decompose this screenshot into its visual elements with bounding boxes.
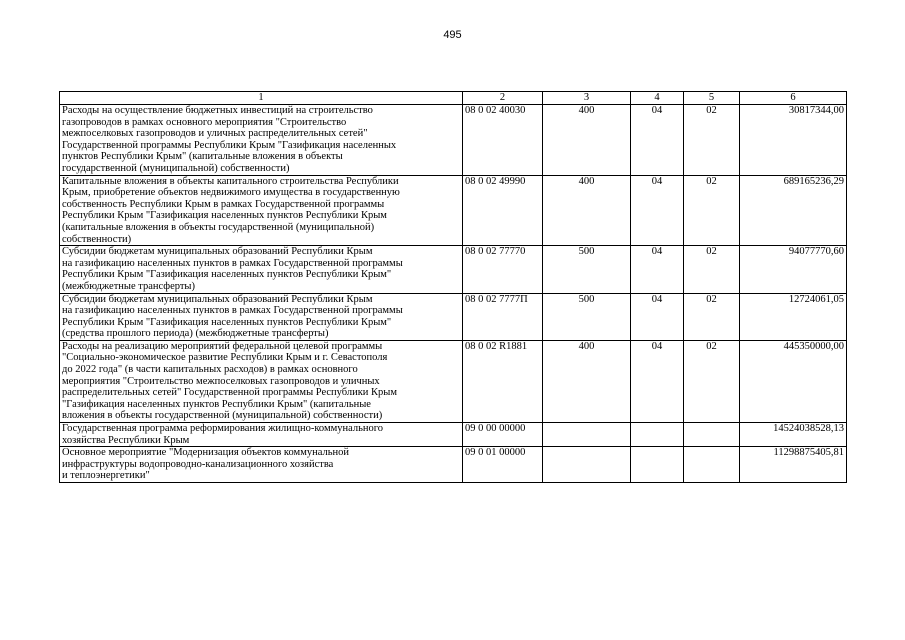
expense-type-cell: 500 [543, 293, 631, 340]
description-cell: Капитальные вложения в объекты капитального строительства Республики Крым, приобретение объектов недвижимого имущества в государственную собственность Республики Крым в рамках Государственной программы Республики Крым "Газификация населенных пунктов Республики Крым (капитальные вложения в объекты государственной (муниципальной) собственности) [60, 175, 463, 246]
code-cell: 09 0 00 00000 [463, 423, 543, 447]
amount-cell: 12724061,05 [740, 293, 847, 340]
header-cell-5: 5 [684, 92, 740, 105]
subsection-cell: 02 [684, 246, 740, 293]
amount-cell: 11298875405,81 [740, 447, 847, 483]
table-row [60, 293, 847, 340]
description-cell: Расходы на осуществление бюджетных инвестиций на строительство газопроводов в рамках основного мероприятия "Строительство межпоселковых газопроводов и уличных распределительных сетей" Государственной программы Республики Крым "Газификация населенных пунктов Республики Крым" (капитальные вложения в объекты государственной (муниципальной) собственности) [60, 105, 463, 176]
description-cell: Субсидии бюджетам муниципальных образований Республики Крым на газификацию населенных пунктов в рамках Государственной программы Республики Крым "Газификация населенных пунктов Республики Крым" (средства прошлого периода) (межбюджетные трансферты) [60, 293, 463, 340]
subsection-cell: 02 [684, 105, 740, 176]
description-cell: Основное мероприятие "Модернизация объектов коммунальной инфраструктуры водопроводно-канализационного хозяйства и теплоэнергетики" [60, 447, 463, 483]
expense-type-cell [543, 423, 631, 447]
table-body [60, 92, 847, 483]
subsection-cell: 02 [684, 293, 740, 340]
code-cell: 08 0 02 7777П [463, 293, 543, 340]
section-cell [631, 423, 684, 447]
table-row [60, 246, 847, 293]
subsection-cell: 02 [684, 175, 740, 246]
header-cell-6: 6 [740, 92, 847, 105]
expense-type-cell: 500 [543, 246, 631, 293]
expense-type-cell: 400 [543, 340, 631, 422]
code-cell: 08 0 02 49990 [463, 175, 543, 246]
header-cell-4: 4 [631, 92, 684, 105]
header-cell-1: 1 [60, 92, 463, 105]
section-cell: 04 [631, 105, 684, 176]
table-row [60, 175, 847, 246]
amount-cell: 94077770,60 [740, 246, 847, 293]
section-cell: 04 [631, 340, 684, 422]
expense-type-cell: 400 [543, 105, 631, 176]
page-number: 495 [443, 29, 462, 41]
amount-cell: 689165236,29 [740, 175, 847, 246]
subsection-cell [684, 447, 740, 483]
subsection-cell: 02 [684, 340, 740, 422]
amount-cell: 30817344,00 [740, 105, 847, 176]
section-cell: 04 [631, 175, 684, 246]
code-cell: 08 0 02 R1881 [463, 340, 543, 422]
table-header-row [60, 92, 847, 105]
header-cell-3: 3 [543, 92, 631, 105]
description-cell: Расходы на реализацию мероприятий федеральной целевой программы "Социально-экономическое развитие Республики Крым и г. Севастополя до 2022 года" (в части капитальных расходов) в рамках основного мероприятия "Строительство межпоселковых газопроводов и уличных распределительных сетей" Государственной программы Республики Крым "Газификация населенных пунктов Республики Крым" (капитальные вложения в объекты государственной (муниципальной) собственности) [60, 340, 463, 422]
description-cell: Субсидии бюджетам муниципальных образований Республики Крым на газификацию населенных пунктов в рамках Государственной программы Республики Крым "Газификация населенных пунктов Республики Крым" (межбюджетные трансферты) [60, 246, 463, 293]
amount-cell: 445350000,00 [740, 340, 847, 422]
header-cell-2: 2 [463, 92, 543, 105]
code-cell: 09 0 01 00000 [463, 447, 543, 483]
table-row [60, 105, 847, 176]
expense-type-cell [543, 447, 631, 483]
subsection-cell [684, 423, 740, 447]
amount-cell: 14524038528,13 [740, 423, 847, 447]
code-cell: 08 0 02 40030 [463, 105, 543, 176]
section-cell: 04 [631, 246, 684, 293]
expense-type-cell: 400 [543, 175, 631, 246]
section-cell: 04 [631, 293, 684, 340]
table-row [60, 447, 847, 483]
table-row [60, 340, 847, 422]
description-cell: Государственная программа реформирования жилищно-коммунального хозяйства Республики Крым [60, 423, 463, 447]
budget-table [59, 91, 847, 483]
code-cell: 08 0 02 77770 [463, 246, 543, 293]
section-cell [631, 447, 684, 483]
table-row [60, 423, 847, 447]
